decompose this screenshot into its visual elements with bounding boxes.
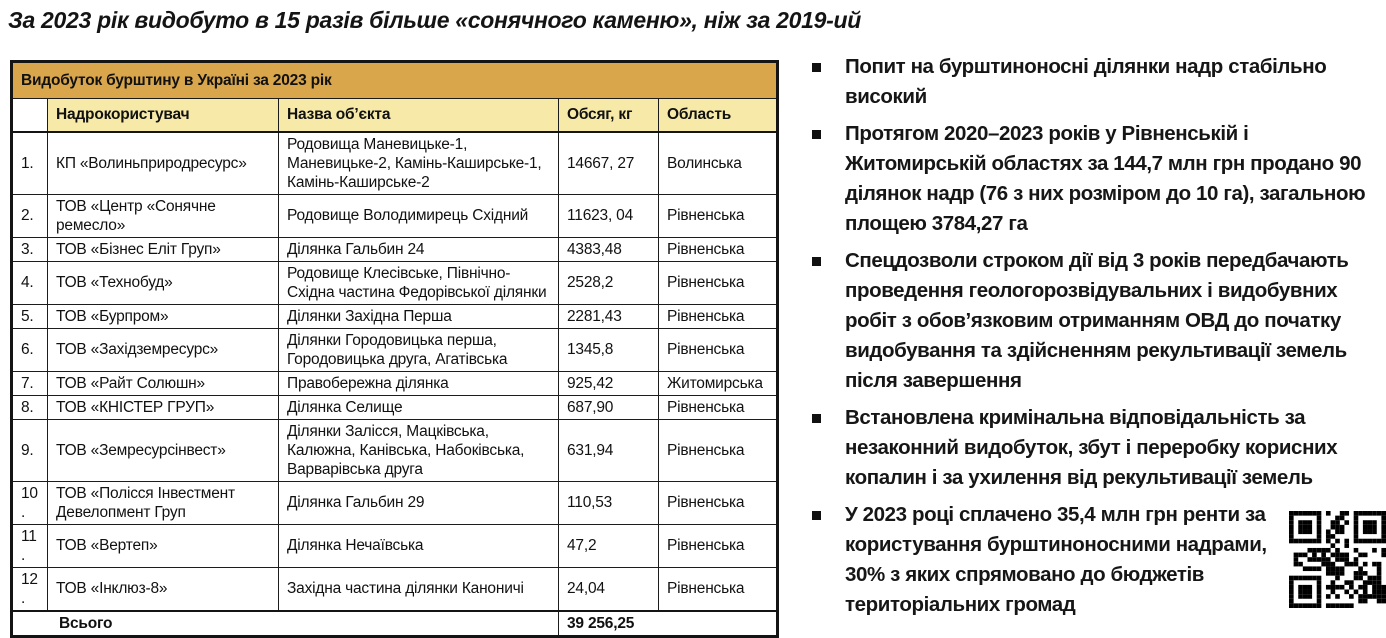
cell-user: ТОВ «Вертеп»: [48, 524, 279, 567]
cell-object: Ділянка Гальбин 24: [279, 237, 559, 261]
table-row: [12, 328, 778, 371]
table-row: [12, 419, 778, 481]
cell-user: ТОВ «Земресурсінвест»: [48, 419, 279, 481]
cell-region: Рівненська: [659, 304, 778, 328]
cell-num: 7.: [12, 371, 48, 395]
bullet-item: [806, 246, 1386, 396]
cell-region: Рівненська: [659, 481, 778, 524]
square-bullet-icon: [812, 257, 821, 266]
column-header-volume: Обсяг, кг: [559, 99, 659, 132]
cell-region: Рівненська: [659, 567, 778, 611]
cell-user: ТОВ «Полісся Інвестмент Девелопмент Груп: [48, 481, 279, 524]
bullet-item: [806, 403, 1386, 493]
cell-region: Рівненська: [659, 419, 778, 481]
cell-user: ТОВ «КНІСТЕР ГРУП»: [48, 395, 279, 419]
cell-region: Волинська: [659, 132, 778, 195]
cell-region: Рівненська: [659, 237, 778, 261]
cell-volume: 24,04: [559, 567, 659, 611]
qr-code: [1289, 511, 1386, 608]
cell-object: Родовище Клесівське, Північно-Східна частина Федорівської ділянки: [279, 261, 559, 304]
square-bullet-icon: [812, 63, 821, 72]
cell-volume: 2528,2: [559, 261, 659, 304]
cell-user: ТОВ «Інклюз-8»: [48, 567, 279, 611]
cell-object: Родовища Маневицьке-1, Маневицьке-2, Камінь-Каширське-1, Камінь-Каширське-2: [279, 132, 559, 195]
cell-volume: 687,90: [559, 395, 659, 419]
cell-region: Рівненська: [659, 524, 778, 567]
table-row: [12, 304, 778, 328]
cell-user: КП «Волиньприродресурс»: [48, 132, 279, 195]
bullet-item: [806, 52, 1386, 112]
cell-object: Ділянки Городовицька перша, Городовицька друга, Агатівська: [279, 328, 559, 371]
column-header-object: Назва об’єкта: [279, 99, 559, 132]
cell-volume: 631,94: [559, 419, 659, 481]
cell-object: Правобережна ділянка: [279, 371, 559, 395]
bullet-text: Спецдозволи строком дії від 3 років передбачають проведення геологорозвідувальних і видобувних робіт з обов’язковим отриманням ОВД до початку видобування та здійсненням рекультивації земель після завершення: [845, 249, 1349, 392]
cell-user: ТОВ «Центр «Сонячне ремесло»: [48, 194, 279, 237]
cell-object: Родовище Володимирець Східний: [279, 194, 559, 237]
cell-num: 10.: [12, 481, 48, 524]
cell-volume: 47,2: [559, 524, 659, 567]
table-title-row: [12, 62, 778, 99]
square-bullet-icon: [812, 414, 821, 423]
cell-region: Рівненська: [659, 261, 778, 304]
bullet-text: Протягом 2020–2023 років у Рівненській і Житомирській областях за 144,7 млн грн продано 90 ділянок надр (76 з них розміром до 10 га), загальною площею 3784,27 га: [845, 122, 1366, 235]
column-header-region: Область: [659, 99, 778, 132]
cell-volume: 4383,48: [559, 237, 659, 261]
cell-region: Рівненська: [659, 194, 778, 237]
table-row: [12, 194, 778, 237]
cell-object: Ділянка Гальбин 29: [279, 481, 559, 524]
cell-num: 8.: [12, 395, 48, 419]
table-row: [12, 481, 778, 524]
cell-object: Ділянки Західна Перша: [279, 304, 559, 328]
cell-volume: 14667, 27: [559, 132, 659, 195]
table-row: [12, 371, 778, 395]
square-bullet-icon: [812, 130, 821, 139]
cell-volume: 925,42: [559, 371, 659, 395]
cell-volume: 110,53: [559, 481, 659, 524]
cell-num: 3.: [12, 237, 48, 261]
square-bullet-icon: [812, 511, 821, 520]
amber-production-table: [10, 60, 779, 638]
table-title: Видобуток бурштину в Україні за 2023 рік: [12, 62, 778, 99]
table-row: [12, 132, 778, 195]
table-row: [12, 524, 778, 567]
cell-object: Ділянка Селище: [279, 395, 559, 419]
cell-user: ТОВ «Технобуд»: [48, 261, 279, 304]
cell-region: Рівненська: [659, 328, 778, 371]
total-label: Всього: [12, 611, 559, 637]
cell-region: Рівненська: [659, 395, 778, 419]
cell-user: ТОВ «Райт Солюшн»: [48, 371, 279, 395]
cell-object: Ділянки Залісся, Мацківська, Калюжна, Канівська, Набоківська, Варварівська друга: [279, 419, 559, 481]
cell-volume: 1345,8: [559, 328, 659, 371]
cell-object: Західна частина ділянки Каноничі: [279, 567, 559, 611]
cell-region: Житомирська: [659, 371, 778, 395]
cell-num: 12.: [12, 567, 48, 611]
cell-volume: 11623, 04: [559, 194, 659, 237]
cell-num: 4.: [12, 261, 48, 304]
total-value: 39 256,25: [559, 611, 778, 637]
table-row: [12, 237, 778, 261]
table-total-row: [12, 611, 778, 637]
cell-user: ТОВ «Бізнес Еліт Груп»: [48, 237, 279, 261]
bullet-text: У 2023 році сплачено 35,4 млн грн ренти за користування бурштиноносними надрами, 30% з яких спрямовано до бюджетів територіальних громад: [845, 503, 1267, 616]
table-row: [12, 395, 778, 419]
cell-num: 1.: [12, 132, 48, 195]
table-body: [12, 132, 778, 611]
cell-volume: 2281,43: [559, 304, 659, 328]
cell-num: 5.: [12, 304, 48, 328]
cell-user: ТОВ «Бурпром»: [48, 304, 279, 328]
cell-num: 9.: [12, 419, 48, 481]
column-header-row: [12, 99, 778, 132]
cell-object: Ділянка Нечаївська: [279, 524, 559, 567]
bullet-text: Встановлена кримінальна відповідальність за незаконний видобуток, збут і переробку корисних копалин і за ухилення від рекультивації земель: [845, 406, 1338, 489]
cell-num: 6.: [12, 328, 48, 371]
page-title: За 2023 рік видобуто в 15 разів більше «сонячного каменю», ніж за 2019-ий: [8, 7, 861, 33]
column-header-user: Надрокористувач: [48, 99, 279, 132]
cell-num: 11.: [12, 524, 48, 567]
bullet-text: Попит на бурштиноносні ділянки надр стабільно високий: [845, 55, 1327, 108]
table-row: [12, 567, 778, 611]
table-row: [12, 261, 778, 304]
column-header-num: [12, 99, 48, 132]
cell-user: ТОВ «Західземресурс»: [48, 328, 279, 371]
cell-num: 2.: [12, 194, 48, 237]
bullet-item: [806, 119, 1386, 239]
